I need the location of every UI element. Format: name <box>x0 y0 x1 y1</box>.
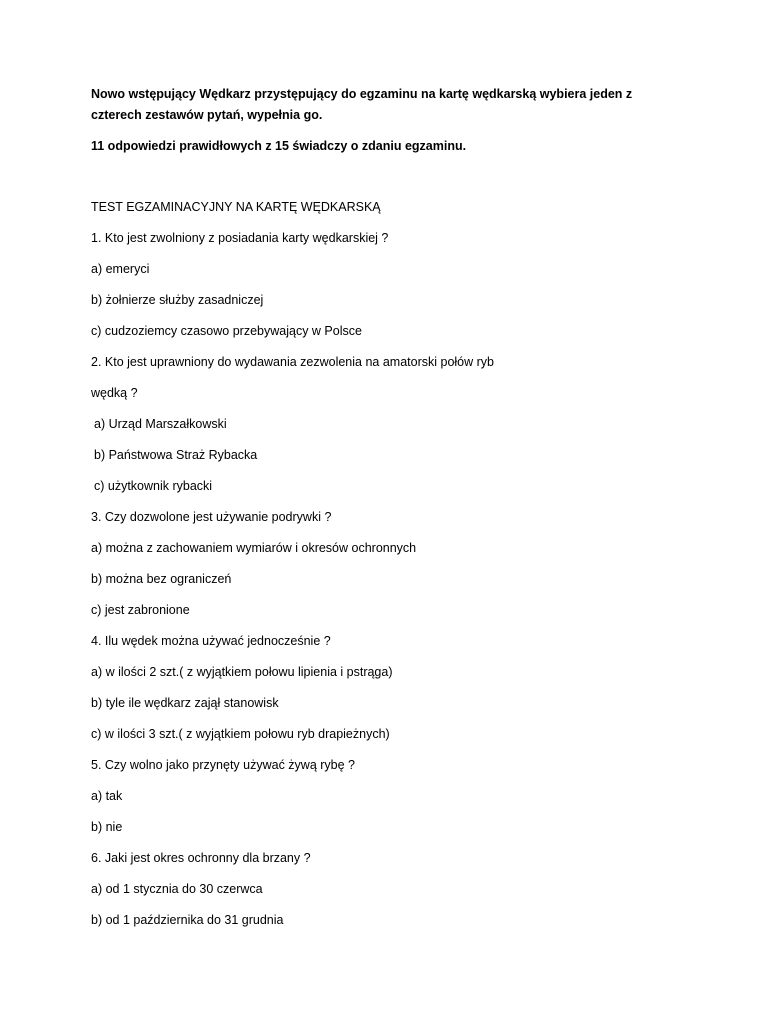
answer-3c: c) jest zabronione <box>91 603 190 617</box>
answer-5b: b) nie <box>91 820 123 834</box>
question-3: 3. Czy dozwolone jest używanie podrywki ? <box>91 510 332 524</box>
intro-line-1: Nowo wstępujący Wędkarz przystępujący do egzaminu na kartę wędkarską wybiera jeden z <box>91 87 633 101</box>
answer-4c: c) w ilości 3 szt.( z wyjątkiem połowu ryb drapieżnych) <box>91 727 390 741</box>
answer-3a: a) można z zachowaniem wymiarów i okresów ochronnych <box>91 541 417 555</box>
answer-2b: b) Państwowa Straż Rybacka <box>94 448 258 462</box>
answer-1c: c) cudzoziemcy czasowo przebywający w Polsce <box>91 324 362 338</box>
answer-3b: b) można bez ograniczeń <box>91 572 232 586</box>
question-6: 6. Jaki jest okres ochronny dla brzany ? <box>91 851 311 865</box>
answer-6b: b) od 1 października do 31 grudnia <box>91 913 284 927</box>
answer-2c: c) użytkownik rybacki <box>94 479 213 493</box>
answer-2a: a) Urząd Marszałkowski <box>94 417 227 431</box>
question-1: 1. Kto jest zwolniony z posiadania karty wędkarskiej ? <box>91 231 389 245</box>
answer-4a: a) w ilości 2 szt.( z wyjątkiem połowu lipienia i pstrąga) <box>91 665 393 679</box>
question-4: 4. Ilu wędek można używać jednocześnie ? <box>91 634 331 648</box>
test-title: TEST EGZAMINACYJNY NA KARTĘ WĘDKARSKĄ <box>91 200 381 214</box>
answer-4b: b) tyle ile wędkarz zajął stanowisk <box>91 696 279 710</box>
answer-1a: a) emeryci <box>91 262 150 276</box>
answer-5a: a) tak <box>91 789 123 803</box>
intro-line-2: czterech zestawów pytań, wypełnia go. <box>91 108 323 122</box>
question-2-continued: wędką ? <box>91 386 138 400</box>
answer-6a: a) od 1 stycznia do 30 czerwca <box>91 882 263 896</box>
question-2: 2. Kto jest uprawniony do wydawania zezwolenia na amatorski połów ryb <box>91 355 494 369</box>
question-5: 5. Czy wolno jako przynęty używać żywą rybę ? <box>91 758 355 772</box>
answer-1b: b) żołnierze służby zasadniczej <box>91 293 264 307</box>
intro-line-3: 11 odpowiedzi prawidłowych z 15 świadczy o zdaniu egzaminu. <box>91 139 467 153</box>
